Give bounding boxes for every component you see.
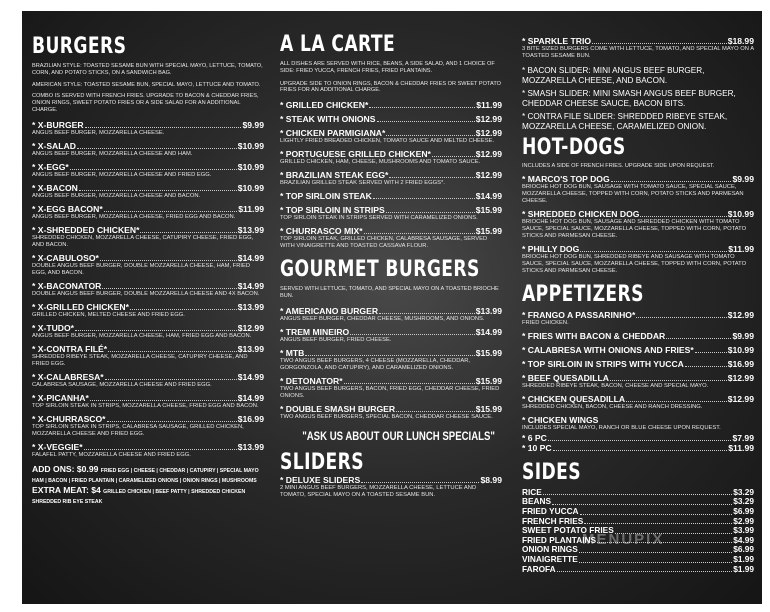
trio-lines bbox=[522, 66, 754, 132]
dot-leader bbox=[389, 177, 474, 178]
menu-item bbox=[522, 415, 754, 432]
menu-item bbox=[522, 433, 754, 443]
item-name: VINAIGRETTE bbox=[522, 553, 578, 564]
menu-item bbox=[280, 348, 502, 372]
sliders-title: SLIDERS bbox=[280, 449, 364, 475]
menu-item bbox=[522, 345, 754, 355]
dot-leader bbox=[377, 121, 475, 122]
sides-title: SIDES bbox=[522, 459, 582, 485]
dot-leader bbox=[640, 216, 726, 217]
item-name: * GRILLED CHICKEN* bbox=[280, 100, 369, 111]
dot-leader bbox=[90, 400, 237, 401]
item-name: * X-BACONATOR bbox=[32, 280, 102, 291]
dot-leader bbox=[386, 135, 474, 136]
menu-item bbox=[32, 253, 264, 277]
item-price: $14.99 bbox=[475, 191, 502, 202]
menu-item bbox=[280, 100, 502, 110]
item-description: ANGUS BEEF BURGER, MOZZARELLA CHEESE, FRIED EGG AND BACON. bbox=[32, 213, 236, 220]
menu-item bbox=[32, 204, 264, 221]
item-name: * MTB bbox=[280, 347, 305, 358]
dot-leader bbox=[580, 514, 733, 515]
hotdogs-list bbox=[522, 174, 754, 275]
dot-leader bbox=[350, 334, 474, 335]
item-description: INCLUDES SPECIAL MAYO, RANCH OR BLUE CHEESE UPON REQUEST. bbox=[522, 424, 721, 431]
item-price: $16.99 bbox=[727, 358, 754, 369]
lunch-specials-banner: "ASK US ABOUT OUR LUNCH SPECIALS" bbox=[302, 428, 495, 443]
item-description: ANGUS BEEF BURGER, FRIED CHEESE. bbox=[280, 336, 392, 343]
item-name: * TOP SIRLOIN IN STRIPS WITH YUCCA bbox=[522, 358, 684, 369]
item-description: FALAFEL PATTY, MOZZARELLA CHEESE AND FRIED EGG. bbox=[32, 451, 191, 458]
menu-item bbox=[522, 331, 754, 341]
item-description: ANGUS BEEF BURGER, MOZZARELLA CHEESE. bbox=[32, 129, 165, 136]
menu-item bbox=[280, 128, 502, 145]
dot-leader bbox=[102, 288, 236, 289]
item-name: * X-PICANHA* bbox=[32, 392, 89, 403]
dot-leader bbox=[379, 313, 475, 314]
item-description: GRILLED CHICKEN, HAM, CHEESE, MUSHROOMS AND TOMATO SAUCE. bbox=[280, 159, 481, 166]
trio-line: * CONTRA FILE SLIDER: SHREDDED RIBEYE STEAK, MOZZARELLA CHEESE, CARAMELIZED ONION. bbox=[522, 112, 728, 131]
item-price: $1.99 bbox=[733, 553, 754, 564]
dot-leader bbox=[580, 251, 727, 252]
burgers-list bbox=[32, 120, 264, 459]
item-name: * CHICKEN PARMIGIANA* bbox=[280, 128, 386, 139]
menu-item bbox=[32, 393, 264, 410]
item-description: TWO ANGUS BEEF BURGERS, BACON, FRIED EGG, CHEDDAR CHEESE, FRIED ONIONS. bbox=[280, 385, 500, 399]
item-price: $14.99 bbox=[237, 371, 264, 382]
menu-item bbox=[522, 488, 754, 498]
item-name: ONION RINGS bbox=[522, 544, 578, 555]
wings-list bbox=[522, 433, 754, 453]
item-description: 2 MINI ANGUS BEEF BURGERS, MOZZARELLA CHEESE, LETTUCE AND TOMATO, SPECIAL MAYO ON A TOASTED SESAME BUN. bbox=[280, 484, 477, 498]
gourmet-title: GOURMET BURGERS bbox=[280, 257, 480, 283]
add-ons-label: ADD ONS: $0.99 bbox=[32, 463, 99, 474]
item-price: $16.99 bbox=[237, 413, 264, 424]
item-name: * 10 PC bbox=[522, 442, 552, 453]
dot-leader bbox=[552, 504, 732, 505]
item-name: * PORTUGUESE GRILLED CHICKEN* bbox=[280, 149, 431, 160]
item-name: * X-SHREDDED CHICKEN* bbox=[32, 224, 140, 235]
item-price: $9.99 bbox=[732, 173, 754, 184]
item-name: * X-TUDO* bbox=[32, 322, 75, 333]
item-price: $12.99 bbox=[727, 309, 754, 320]
item-price: $10.99 bbox=[237, 161, 264, 172]
menu-item bbox=[280, 191, 502, 201]
item-price: $15.99 bbox=[475, 403, 502, 414]
item-price: $12.99 bbox=[237, 322, 264, 333]
item-price: $12.99 bbox=[727, 372, 754, 383]
appetizers-list bbox=[522, 310, 754, 411]
item-price: $3.99 bbox=[733, 525, 754, 536]
item-name: * DELUXE SLIDERS bbox=[280, 474, 361, 485]
dot-leader bbox=[140, 232, 236, 233]
item-name: * X-EGG* bbox=[32, 161, 69, 172]
menu-item bbox=[32, 323, 264, 340]
item-price: $10.99 bbox=[237, 140, 264, 151]
item-description: ANGUS BEEF BURGER, MOZZARELLA CHEESE AND BACON. bbox=[32, 192, 201, 199]
item-name: * SHREDDED CHICKEN DOG bbox=[522, 208, 640, 219]
dot-leader bbox=[75, 330, 237, 331]
menu-item bbox=[522, 443, 754, 453]
menu-item bbox=[280, 205, 502, 222]
item-description: BRIOCHE HOT DOG BUN, SAUSAGE AND SHREDDED CHICKEN WITH TOMATO SAUCE, SPECIAL SAUCE, MOZZARELLA CHEESE, TOPPED WITH CORN, POTATO STICKS AND PARMESAN CHEESE. bbox=[522, 218, 747, 239]
item-name: * BRAZILIAN STEAK EGG* bbox=[280, 170, 389, 181]
item-description: ANGUS BEEF BURGER, CHEDDAR CHEESE, MUSHROOMS, AND ONIONS. bbox=[280, 315, 485, 322]
dot-leader bbox=[584, 523, 732, 524]
item-name: * X-CALABRESA* bbox=[32, 371, 104, 382]
item-description: SHREDDED CHICKEN, MOZZARELLA CHEESE, CATUPIRY CHEESE, FRIED EGG, AND BACON. bbox=[32, 234, 254, 248]
trio-line: * SMASH SLIDER: MINI SMASH ANGUS BEEF BURGER, CHEDDAR CHEESE SAUCE, BACON BITS. bbox=[522, 89, 736, 108]
item-name: * STEAK WITH ONIONS bbox=[280, 114, 376, 125]
item-price: $3.29 bbox=[733, 496, 754, 507]
item-price: $11.99 bbox=[238, 203, 264, 214]
item-price: $4.99 bbox=[733, 534, 754, 545]
item-name: * X-VEGGIE* bbox=[32, 441, 83, 452]
burgers-column bbox=[32, 11, 264, 604]
dot-leader bbox=[386, 212, 475, 213]
menu-item bbox=[32, 344, 264, 368]
item-name: * X-GRILLED CHICKEN* bbox=[32, 301, 129, 312]
item-price: $9.99 bbox=[242, 119, 264, 130]
item-description: TWO ANGUS BEEF BURGERS, SPECIAL BACON, CHEDDAR CHEESE SAUCE. bbox=[280, 413, 493, 420]
menu-item bbox=[32, 162, 264, 179]
hotdogs-note: INCLUDES A SIDE OF FRENCH FRIES. UPGRADE SIDE UPON REQUEST. bbox=[522, 163, 715, 169]
item-price: $13.99 bbox=[475, 305, 502, 316]
dot-leader bbox=[579, 552, 732, 553]
burgers-notes bbox=[32, 63, 264, 114]
item-price: $13.99 bbox=[237, 441, 264, 452]
item-name: FAROFA bbox=[522, 563, 556, 574]
item-name: * AMERICANO BURGER bbox=[280, 305, 379, 316]
item-description: BRIOCHE HOT DOG BUN, SHREDDED RIBEYE AND SAUSAGE WITH TOMATO SAUCE, SPECIAL SAUCE, MOZZARELLA CHEESE, TOPPED WITH CORN, POTATO STICKS AND PARMESAN CHEESE. bbox=[522, 253, 747, 274]
item-price: $12.99 bbox=[475, 170, 502, 181]
item-price: $13.99 bbox=[237, 301, 264, 312]
menu-item bbox=[522, 555, 754, 565]
item-name: * CHICKEN WINGS bbox=[522, 414, 599, 425]
menu-item bbox=[522, 209, 754, 240]
extra-meat-text: GRILLED CHICKEN | BEEF PATTY | SHREDDED CHICKEN SHREDDED RIB EYE STEAK bbox=[32, 488, 246, 505]
item-price: $10.99 bbox=[727, 208, 754, 219]
item-price: $11.99 bbox=[728, 243, 754, 254]
item-description: TWO ANGUS BEEF BURGERS, 4 CHEESE (MOZZARELLA, CHEDDAR, GORGONZOLA, AND CATUPIRY), AND CARAMELIZED ONIONS. bbox=[280, 357, 471, 371]
item-name: FRIED YUCCA bbox=[522, 505, 579, 516]
menu-item bbox=[522, 359, 754, 369]
menu-item bbox=[32, 414, 264, 438]
item-name: * X-CONTRA FILÉ* bbox=[32, 343, 108, 354]
item-name: * X-BURGER bbox=[32, 119, 84, 130]
item-name: * 6 PC bbox=[522, 432, 547, 443]
item-name: * X-EGG BACON* bbox=[32, 203, 103, 214]
item-price: $14.99 bbox=[237, 392, 264, 403]
item-price: $2.99 bbox=[733, 515, 754, 526]
item-name: * DETONATOR* bbox=[280, 375, 343, 386]
item-price: $15.99 bbox=[475, 205, 502, 216]
trio-line: * BACON SLIDER: MINI ANGUS BEEF BURGER, MOZZARELLA CHEESE, AND BACON. bbox=[522, 66, 705, 85]
dot-leader bbox=[84, 449, 237, 450]
item-price: $11.99 bbox=[728, 442, 754, 453]
item-description: ANGUS BEEF BURGER, MOZZARELLA CHEESE, HAM, FRIED EGG AND BACON. bbox=[32, 332, 252, 339]
item-description: TOP SIRLOIN STEAK, GRILLED CHICKEN, CALABRESA SAUSAGE, SERVED WITH VINAIGRETTE AND TOASTED CASSAVA FLOUR. bbox=[280, 236, 488, 250]
item-price: $6.99 bbox=[733, 544, 754, 555]
item-description: LIGHTLY FRIED BREADED CHICKEN, TOMATO SAUCE AND MELTED CHEESE. bbox=[280, 138, 495, 145]
dot-leader bbox=[105, 379, 237, 380]
gourmet-note: SERVED WITH LETTUCE, TOMATO, AND SPECIAL MAYO ON A TOASTED BRIOCHE BUN. bbox=[280, 286, 499, 299]
item-name: * X-CHURRASCO* bbox=[32, 413, 106, 424]
item-description: TOP SIRLOIN STEAK IN STRIPS, CALABRESA SAUSAGE, GRILLED CHICKEN, MOZZARELLA CHEESE AND FRIED EGG. bbox=[32, 423, 244, 437]
menu-item bbox=[32, 281, 264, 298]
menu-item bbox=[522, 36, 754, 60]
alacarte-note: UPGRADE SIDE TO ONION RINGS, BACON & CHEDDAR FRIES OR SWEET POTATO FRIES FOR AN ADDITIONAL CHARGE. bbox=[280, 80, 501, 94]
dot-leader bbox=[107, 421, 237, 422]
dot-leader bbox=[70, 169, 237, 170]
item-name: * X-SALAD bbox=[32, 140, 76, 151]
item-name: * X-BACON bbox=[32, 182, 78, 193]
menu-item bbox=[280, 404, 502, 421]
item-name: SWEET POTATO FRIES bbox=[522, 525, 614, 536]
dot-leader bbox=[611, 181, 732, 182]
menu-board bbox=[22, 11, 762, 604]
menu-item bbox=[280, 376, 502, 400]
item-price: $12.99 bbox=[475, 128, 502, 139]
alacarte-column bbox=[280, 11, 502, 604]
right-column bbox=[522, 11, 754, 604]
menu-item bbox=[32, 120, 264, 137]
item-price: $6.99 bbox=[733, 505, 754, 516]
item-name: * X-CABULOSO* bbox=[32, 252, 99, 263]
item-description: SHREDDED CHICKEN, BACON, CHEESE AND RANCH DRESSING. bbox=[522, 403, 703, 410]
menu-item bbox=[280, 226, 502, 250]
alacarte-list bbox=[280, 100, 502, 250]
item-price: $13.99 bbox=[237, 224, 264, 235]
dot-leader bbox=[130, 309, 237, 310]
item-price: $18.99 bbox=[727, 36, 754, 46]
dot-leader bbox=[305, 355, 474, 356]
menu-item bbox=[32, 302, 264, 319]
dot-leader bbox=[396, 411, 475, 412]
dot-leader bbox=[636, 317, 726, 318]
item-price: $15.99 bbox=[475, 226, 502, 237]
item-price: $14.99 bbox=[237, 252, 264, 263]
item-name: * FRIES WITH BACON & CHEDDAR bbox=[522, 330, 666, 341]
item-description: CALABRESA SAUSAGE, MOZZARELLA CHEESE AND FRIED EGG. bbox=[32, 381, 212, 388]
item-description: BRIOCHE HOT DOG BUN, SAUSAGE WITH TOMATO SAUCE, SPECIAL SAUCE, MOZZARELLA CHEESE, TOPPED WITH CORN, POTATO STICKS AND PARMESAN CHEESE. bbox=[522, 183, 744, 204]
extra-meat-label: EXTRA MEAT: $4 bbox=[32, 484, 101, 495]
item-price: $12.99 bbox=[727, 393, 754, 404]
item-price: $13.99 bbox=[237, 343, 264, 354]
item-price: $1.99 bbox=[733, 563, 754, 574]
menu-item bbox=[32, 372, 264, 389]
item-name: * FRANGO A PASSARINHO* bbox=[522, 309, 636, 320]
menu-item bbox=[280, 149, 502, 166]
item-name: RICE bbox=[522, 486, 542, 497]
menu-item bbox=[280, 170, 502, 187]
menu-item bbox=[32, 183, 264, 200]
hotdogs-title: HOT-DOGS bbox=[522, 135, 626, 160]
item-description: TOP SIRLOIN STEAK IN STRIPS, MOZZARELLA CHEESE, FRIED EGG AND BACON. bbox=[32, 402, 259, 409]
menu-item bbox=[280, 114, 502, 124]
menu-item bbox=[522, 565, 754, 575]
item-price: $12.99 bbox=[475, 149, 502, 160]
item-price: $9.99 bbox=[732, 330, 754, 341]
menu-item bbox=[522, 394, 754, 411]
item-description: DOUBLE ANGUS BEEF BURGER, DOUBLE MOZZARELLA CHEESE, HAM, FRIED EGG, AND BACON. bbox=[32, 262, 251, 276]
alacarte-note: ALL DISHES ARE SERVED WITH RICE, BEANS, A SIDE SALAD, AND 1 CHOICE OF SIDE: FRIED YUCCA, FRENCH FRIES, FRIED PLANTAINS. bbox=[280, 61, 495, 74]
item-name: BEANS bbox=[522, 496, 552, 507]
item-name: FRIED PLANTAINS bbox=[522, 534, 597, 545]
item-price: $14.99 bbox=[475, 326, 502, 337]
menu-item bbox=[280, 306, 502, 323]
appetizers-title: APPETIZERS bbox=[522, 281, 644, 307]
item-name: * SPARKLE TRIO bbox=[522, 36, 592, 46]
item-description: DOUBLE ANGUS BEEF BURGER, DOUBLE MOZZARELLA CHEESE AND 4X BACON. bbox=[32, 290, 260, 297]
menu-item bbox=[32, 442, 264, 459]
dot-leader bbox=[344, 383, 475, 384]
dot-leader bbox=[77, 148, 237, 149]
item-price: $10.99 bbox=[237, 182, 264, 193]
item-description: 3 BITE SIZED BURGERS COME WITH LETTUCE, TOMATO, AND SPECIAL MAYO ON A TOASTED SESAME BUN. bbox=[522, 46, 754, 59]
dot-leader bbox=[364, 233, 475, 234]
dot-leader bbox=[543, 494, 732, 495]
alacarte-title: A LA CARTE bbox=[280, 32, 396, 57]
dot-leader bbox=[685, 366, 727, 367]
dot-leader bbox=[369, 107, 475, 108]
dot-leader bbox=[626, 401, 727, 402]
item-description: BRAZILIAN GRILLED STEAK SERVED WITH 2 FRIED EGGS*. bbox=[280, 180, 445, 187]
dot-leader bbox=[373, 198, 475, 199]
add-ons bbox=[32, 464, 264, 505]
gourmet-list bbox=[280, 306, 502, 421]
dot-leader bbox=[553, 450, 728, 451]
burgers-note: COMBO IS SERVED WITH FRENCH FRIES. UPGRADE TO BACON & CHEDDAR FRIES, ONION RINGS, SWEET POTATO FRIES OR A SIDE SALAD FOR AN ADDITIONAL CHARGE. bbox=[32, 93, 259, 113]
item-price: $7.99 bbox=[732, 432, 754, 443]
item-name: * CALABRESA WITH ONIONS AND FRIES* bbox=[522, 344, 694, 355]
menu-item bbox=[32, 225, 264, 249]
item-name: * MARCO'S TOP DOG bbox=[522, 173, 610, 184]
item-price: $10.99 bbox=[727, 344, 754, 355]
item-name: * BEEF QUESADILLA bbox=[522, 372, 609, 383]
watermark-logo: MENUPIX bbox=[582, 531, 665, 548]
burgers-title: BURGERS bbox=[32, 34, 127, 59]
dot-leader bbox=[610, 380, 727, 381]
menu-item bbox=[280, 475, 502, 499]
dot-leader bbox=[579, 562, 732, 563]
item-price: $3.29 bbox=[733, 486, 754, 497]
dot-leader bbox=[79, 190, 237, 191]
item-price: $15.99 bbox=[475, 375, 502, 386]
item-price: $11.99 bbox=[476, 100, 502, 111]
item-description: TOP SIRLOIN STEAK IN STRIPS SERVED WITH CARAMELIZED ONIONS. bbox=[280, 215, 478, 222]
item-description: FRIED CHICKEN. bbox=[522, 319, 569, 326]
item-description: ANGUS BEEF BURGER, MOZZARELLA CHEESE AND FRIED EGG. bbox=[32, 171, 212, 178]
dot-leader bbox=[548, 440, 732, 441]
item-description: SHREDDED RIBEYE STEAK, MOZZARELLA CHEESE, CATUPIRY CHEESE, AND FRIED EGG. bbox=[32, 353, 248, 367]
menu-item bbox=[522, 244, 754, 275]
add-ons-text: FRIED EGG | CHEESE | CHEDDAR | CATUPIRY | SPECIAL MAYO HAM | BACON | FRIED PLANTAIN | CARAMELIZED ONIONS | ONION RINGS | MUSHROOMS bbox=[32, 467, 259, 484]
item-name: * TOP SIRLOIN IN STRIPS bbox=[280, 205, 385, 216]
item-description: SHREDDED RIBEYE STEAK, BACON, CHEESE AND SPECIAL MAYO. bbox=[522, 382, 709, 389]
item-name: * TOP SIRLOIN STEAK bbox=[280, 191, 372, 202]
item-name: * PHILLY DOG bbox=[522, 243, 580, 254]
dot-leader bbox=[432, 156, 475, 157]
item-name: FRENCH FRIES bbox=[522, 515, 584, 526]
item-price: $14.99 bbox=[237, 280, 264, 291]
menu-item bbox=[522, 373, 754, 390]
dot-leader bbox=[100, 260, 237, 261]
dot-leader bbox=[104, 211, 238, 212]
item-description: ANGUS BEEF BURGER, MOZZARELLA CHEESE AND HAM. bbox=[32, 150, 193, 157]
item-name: * DOUBLE SMASH BURGER bbox=[280, 403, 396, 414]
dot-leader bbox=[108, 351, 237, 352]
item-name: * CHURRASCO MIX* bbox=[280, 226, 363, 237]
menu-item bbox=[280, 327, 502, 344]
item-price: $15.99 bbox=[475, 347, 502, 358]
burgers-note: AMERICAN STYLE: TOASTED SESAME BUN, SPECIAL MAYO, LETTUCE AND TOMATO. bbox=[32, 81, 261, 88]
item-description: GRILLED CHICKEN, MELTED CHEESE AND FRIED EGG. bbox=[32, 311, 185, 318]
dot-leader bbox=[85, 127, 242, 128]
menu-item bbox=[32, 141, 264, 158]
burgers-note: BRAZILIAN STYLE: TOASTED SESAME BUN WITH SPECIAL MAYO, LETTUCE, TOMATO, CORN, AND POTATO STICKS, ON A SANDWICH BAG. bbox=[32, 63, 263, 76]
item-name: * TREM MINEIRO bbox=[280, 326, 350, 337]
dot-leader bbox=[666, 338, 731, 339]
menu-item bbox=[522, 174, 754, 205]
menu-item bbox=[522, 310, 754, 327]
dot-leader bbox=[695, 352, 727, 353]
item-price: $12.99 bbox=[475, 114, 502, 125]
dot-leader bbox=[557, 571, 733, 572]
item-name: * CHICKEN QUESADILLA bbox=[522, 393, 626, 404]
item-price: $8.99 bbox=[480, 474, 502, 485]
